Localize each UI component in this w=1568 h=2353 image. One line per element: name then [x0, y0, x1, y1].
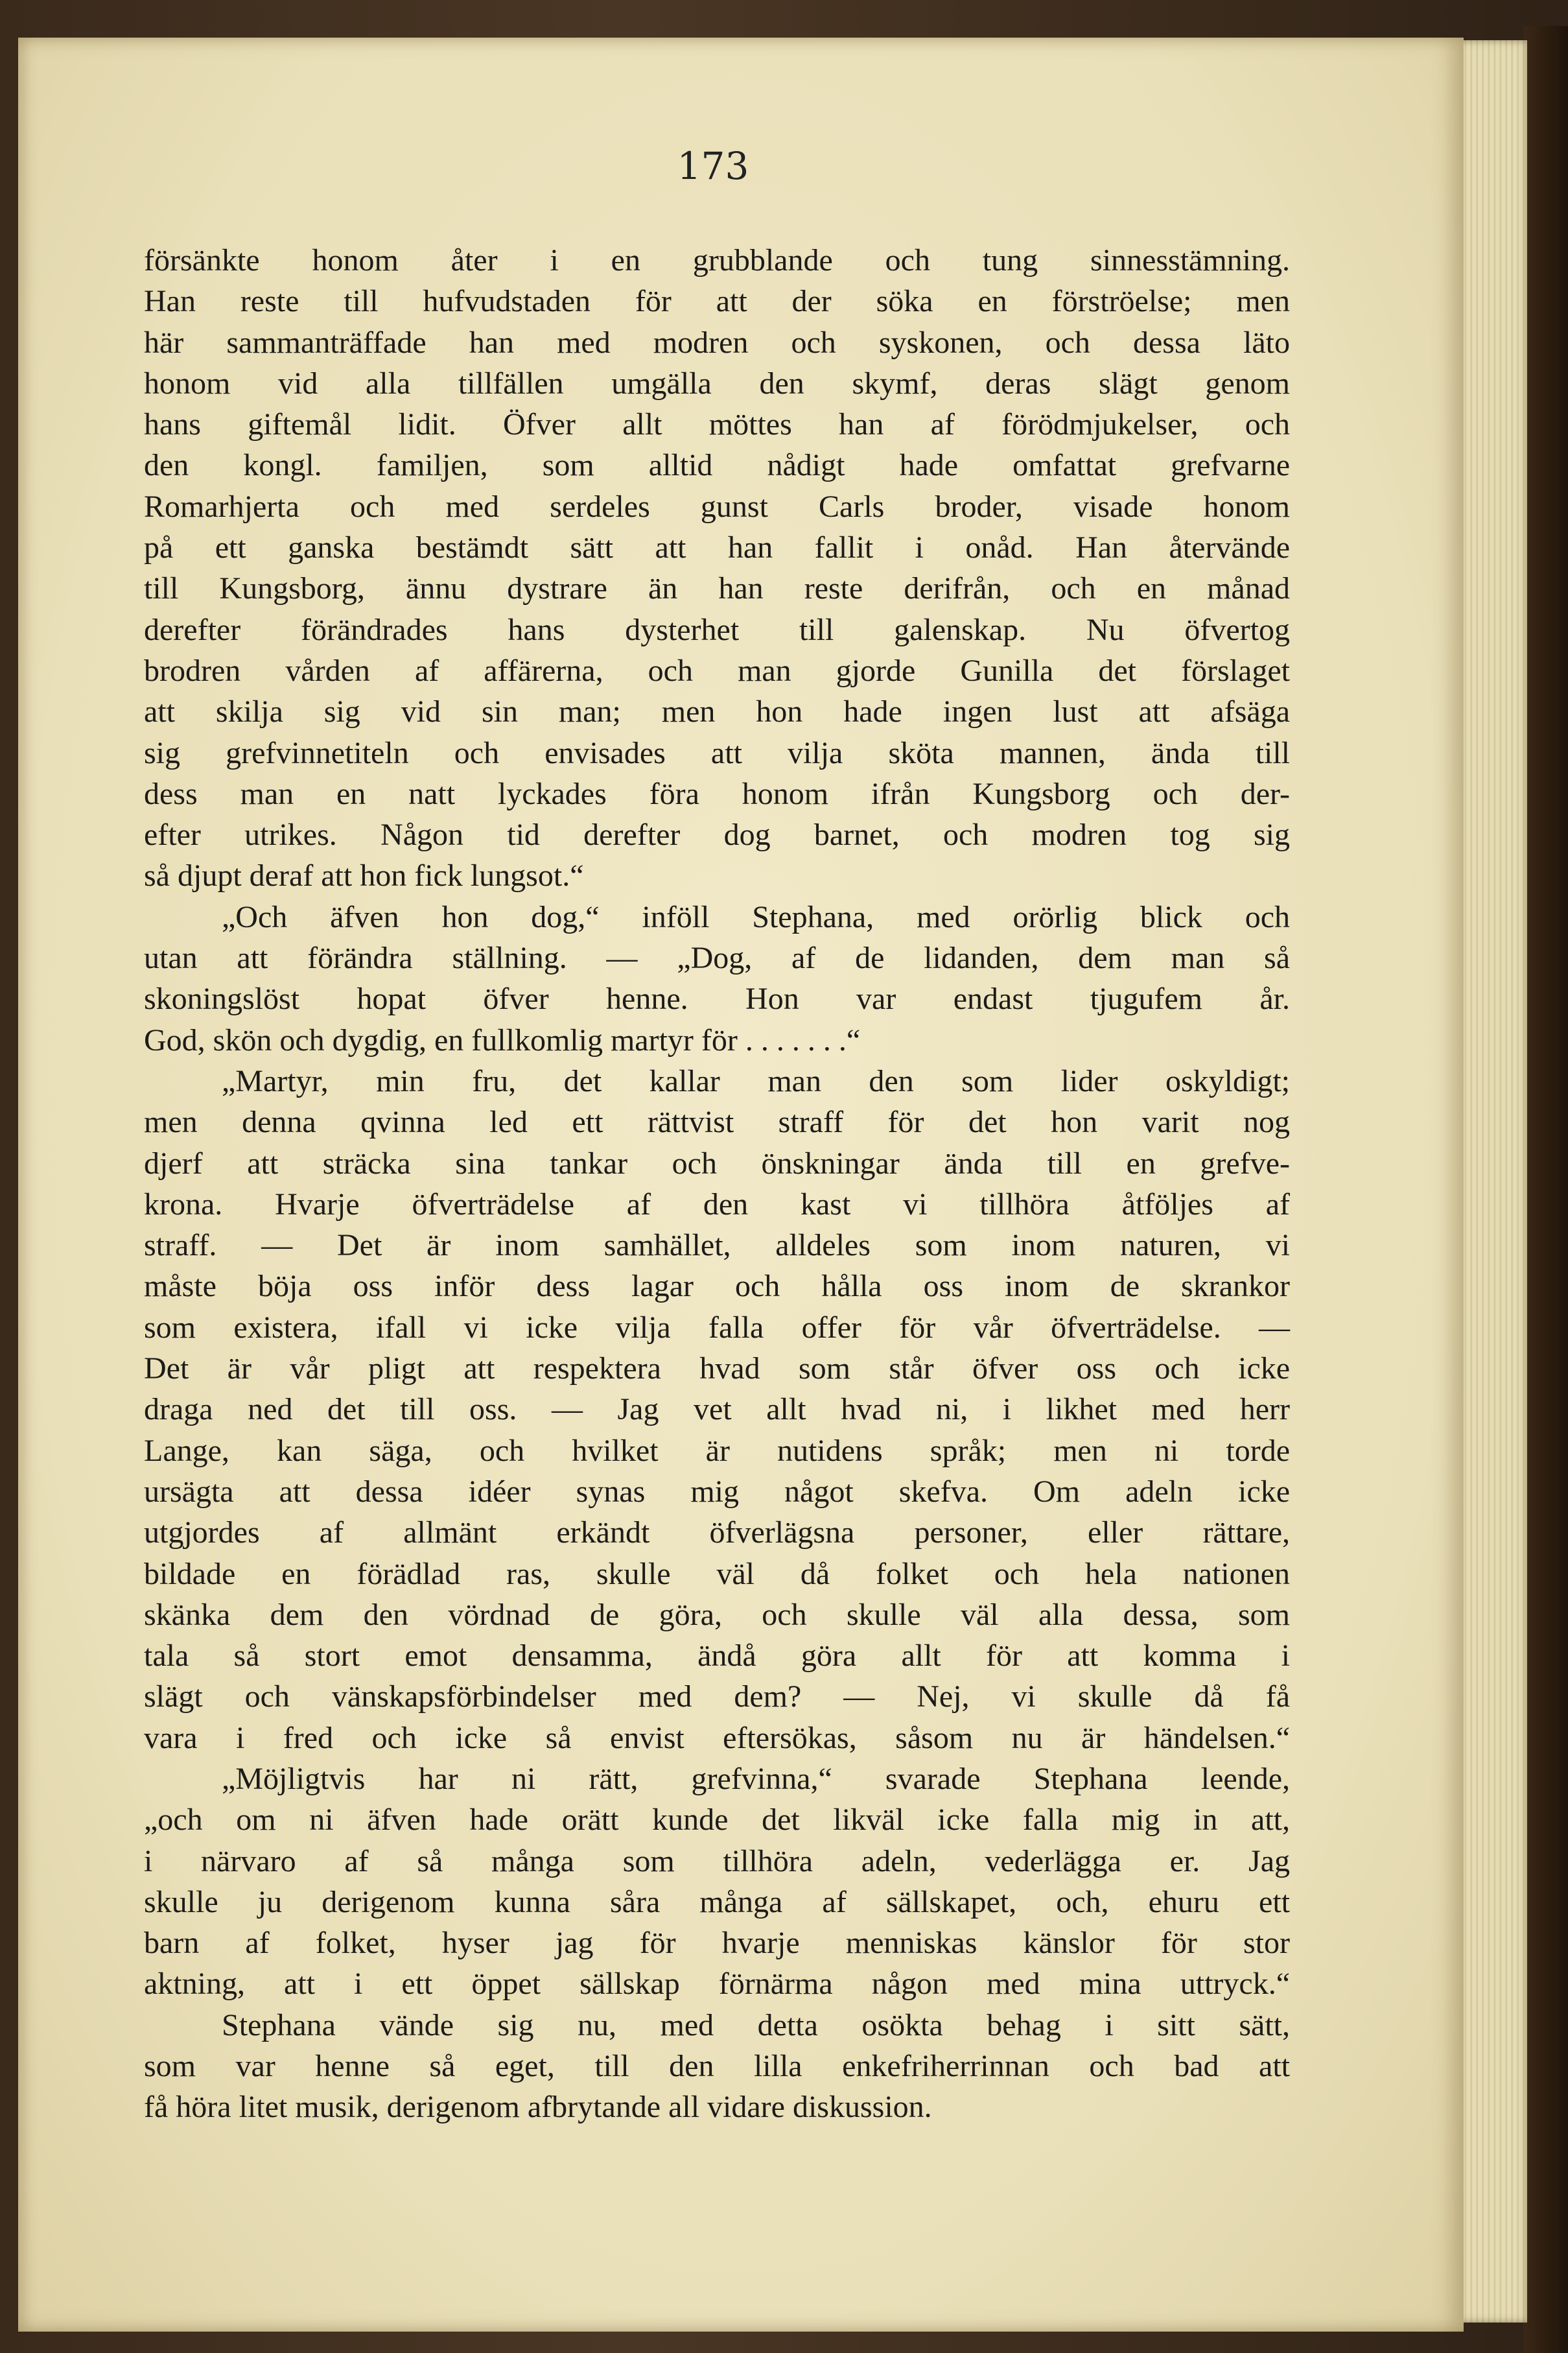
text-line: sig grefvinnetiteln och envisades att vilja sköta mannen, ända till: [144, 735, 1290, 770]
text-line: „Martyr, min fru, det kallar man den som lider oskyldigt;: [222, 1063, 1290, 1098]
text-line: brodren vården af affärerna, och man gjorde Gunilla det förslaget: [144, 653, 1290, 688]
text-line: Lange, kan säga, och hvilket är nutidens språk; men ni torde: [144, 1433, 1290, 1468]
text-line: att skilja sig vid sin man; men hon hade ingen lust att afsäga: [144, 694, 1290, 729]
text-line: barn af folket, hyser jag för hvarje menniskas känslor för stor: [144, 1926, 1290, 1961]
text-line: försänkte honom åter i en grubblande och tung sinnesstämning.: [144, 243, 1290, 278]
text-line: få höra litet musik, derigenom afbrytande all vidare diskussion.: [144, 2090, 932, 2125]
text-line: ursägta att dessa idéer synas mig något skefva. Om adeln icke: [144, 1474, 1290, 1509]
text-line: här sammanträffade han med modren och syskonen, och dessa läto: [144, 325, 1290, 360]
text-line: bildade en förädlad ras, skulle väl då folket och hela nationen: [144, 1556, 1290, 1591]
text-line: men denna qvinna led ett rättvist straff för det hon varit nog: [144, 1105, 1290, 1140]
text-line: som existera, ifall vi icke vilja falla offer för vår öfverträdelse. —: [144, 1310, 1290, 1345]
text-line: skänka dem den vördnad de göra, och skulle väl alla dessa, som: [144, 1597, 1290, 1632]
text-line: vara i fred och icke så envist eftersökas, såsom nu är händelsen.“: [144, 1720, 1290, 1755]
text-line: på ett ganska bestämdt sätt att han fallit i onåd. Han återvände: [144, 530, 1290, 565]
text-line: måste böja oss inför dess lagar och hålla oss inom de skrankor: [144, 1269, 1290, 1304]
page-number: 173: [677, 144, 749, 188]
text-line: „Möjligtvis har ni rätt, grefvinna,“ svarade Stephana leende,: [222, 1761, 1290, 1796]
text-line: Han reste till hufvudstaden för att der söka en förströelse; men: [144, 284, 1290, 319]
text-line: skoningslöst hopat öfver henne. Hon var endast tjugufem år.: [144, 982, 1290, 1017]
text-line: utgjordes af allmänt erkändt öfverlägsna personer, eller rättare,: [144, 1515, 1290, 1550]
book-cover-edge: [1523, 26, 1568, 2353]
text-line: krona. Hvarje öfverträdelse af den kast vi tillhöra åtföljes af: [144, 1187, 1290, 1222]
text-line: „Och äfven hon dog,“ inföll Stephana, med orörlig blick och: [222, 899, 1290, 934]
text-line: som var henne så eget, till den lilla enkefriherrinnan och bad att: [144, 2049, 1290, 2084]
text-line: derefter förändrades hans dysterhet till galenskap. Nu öfvertog: [144, 612, 1290, 647]
text-line: aktning, att i ett öppet sällskap förnärma någon med mina uttryck.“: [144, 1967, 1290, 2002]
text-line: „och om ni äfven hade orätt kunde det likväl icke falla mig in att,: [144, 1803, 1290, 1838]
text-line: skulle ju derigenom kunna såra många af sällskapet, och, ehuru ett: [144, 1884, 1290, 1919]
text-line: djerf att sträcka sina tankar och önskningar ända till en grefve-: [144, 1146, 1290, 1181]
text-line: Det är vår pligt att respektera hvad som står öfver oss och icke: [144, 1351, 1290, 1386]
text-line: dess man en natt lyckades föra honom ifrån Kungsborg och der-: [144, 776, 1290, 811]
text-line: Romarhjerta och med serdeles gunst Carls broder, visade honom: [144, 489, 1290, 524]
text-line: Stephana vände sig nu, med detta osökta behag i sitt sätt,: [222, 2007, 1290, 2042]
text-line: utan att förändra ställning. — „Dog, af de lidanden, dem man så: [144, 941, 1290, 976]
text-line: så djupt deraf att hon fick lungsot.“: [144, 858, 584, 893]
text-line: till Kungsborg, ännu dystrare än han reste derifrån, och en månad: [144, 571, 1290, 606]
text-line: hans giftemål lidit. Öfver allt möttes han af förödmjukelser, och: [144, 407, 1290, 442]
text-line: God, skön och dygdig, en fullkomlig martyr för . . . . . . .“: [144, 1023, 861, 1058]
text-line: straff. — Det är inom samhället, alldeles som inom naturen, vi: [144, 1228, 1290, 1263]
text-line: tala så stort emot densamma, ändå göra allt för att komma i: [144, 1638, 1290, 1673]
text-line: den kongl. familjen, som alltid nådigt hade omfattat grefvarne: [144, 448, 1290, 483]
body-text: [144, 240, 1290, 2128]
text-line: honom vid alla tillfällen umgälla den skymf, deras slägt genom: [144, 366, 1290, 401]
text-line: efter utrikes. Någon tid derefter dog barnet, och modren tog sig: [144, 818, 1290, 853]
text-line: i närvaro af så många som tillhöra adeln, vederlägga er. Jag: [144, 1843, 1290, 1878]
text-line: draga ned det till oss. — Jag vet allt hvad ni, i likhet med herr: [144, 1392, 1290, 1427]
text-line: slägt och vänskapsförbindelser med dem? — Nej, vi skulle då få: [144, 1679, 1290, 1714]
